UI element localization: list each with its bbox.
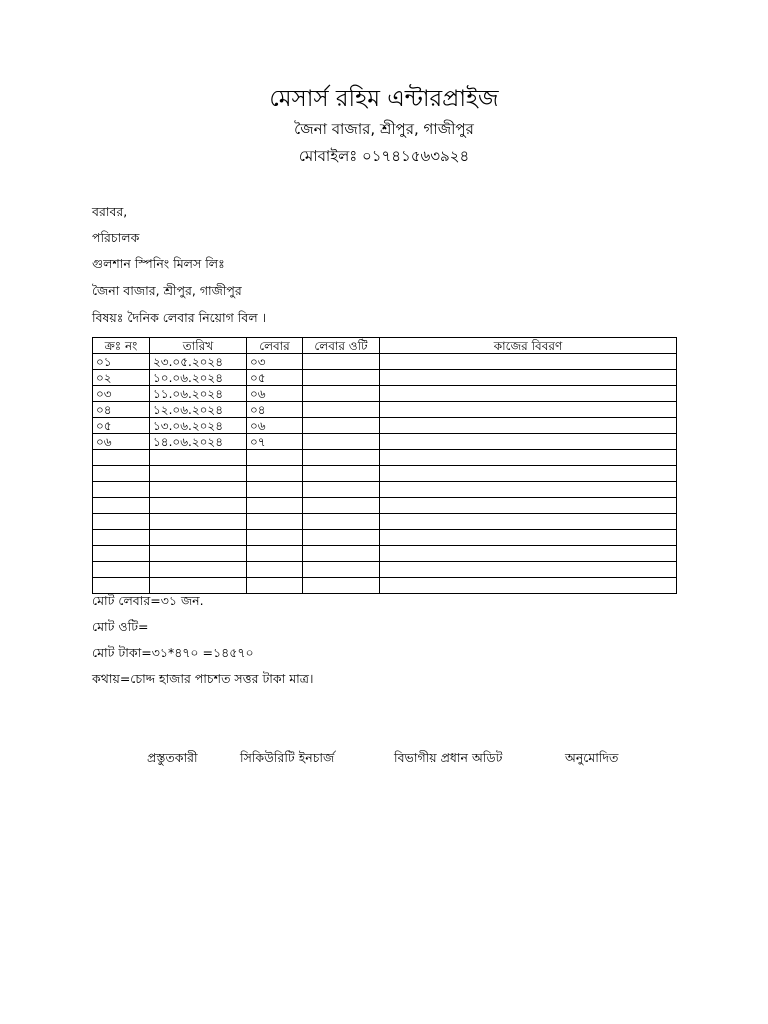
cell-labor: ০৩ — [247, 354, 303, 370]
cell-labor-ot — [303, 466, 380, 482]
table-row — [93, 562, 677, 578]
table-header-row — [93, 338, 677, 354]
column-header-labor: লেবার — [247, 338, 303, 354]
cell-labor — [247, 482, 303, 498]
cell-date: ১০.০৬.২০২৪ — [150, 370, 247, 386]
cell-labor-ot — [303, 514, 380, 530]
recipient-company: গুলশান স্পিনিং মিলস লিঃ — [92, 256, 225, 271]
table-row — [93, 498, 677, 514]
table-row — [93, 466, 677, 482]
cell-date: ২৩.০৫.২০২৪ — [150, 354, 247, 370]
table-row — [93, 354, 677, 370]
cell-labor — [247, 530, 303, 546]
table-row — [93, 418, 677, 434]
company-mobile: মোবাইলঃ ০১৭৪১৫৬৩৯২৪ — [298, 147, 470, 165]
cell-labor — [247, 562, 303, 578]
cell-labor-ot — [303, 370, 380, 386]
total-amount: মোট টাকা=৩১*৪৭০ =১৪৫৭০ — [92, 645, 254, 660]
company-name: মেসার্স রহিম এন্টারপ্রাইজ — [269, 86, 499, 112]
cell-labor — [247, 466, 303, 482]
signature-department-head: বিভাগীয় প্রধান অডিট — [394, 750, 503, 765]
cell-serial — [93, 466, 150, 482]
cell-labor-ot — [303, 418, 380, 434]
subject-line: বিষয়ঃ দৈনিক লেবার নিয়োগ বিল । — [92, 310, 267, 325]
company-address: জৈনা বাজার, শ্রীপুর, গাজীপুর — [294, 120, 474, 138]
table-row — [93, 402, 677, 418]
amount-in-words: কথায়=চোদ্দ হাজার পাচশত সত্তর টাকা মাত্র। — [92, 671, 314, 686]
signature-approved: অনুমোদিত — [565, 750, 619, 765]
cell-serial — [93, 562, 150, 578]
cell-work-description — [380, 418, 677, 434]
table-row — [93, 546, 677, 562]
column-header-serial: ক্রঃ নং — [93, 338, 150, 354]
cell-serial: ০৫ — [93, 418, 150, 434]
cell-labor-ot — [303, 482, 380, 498]
cell-serial — [93, 514, 150, 530]
cell-labor: ০৫ — [247, 370, 303, 386]
cell-labor: ০৬ — [247, 418, 303, 434]
cell-date — [150, 514, 247, 530]
cell-work-description — [380, 578, 677, 594]
table-row — [93, 530, 677, 546]
cell-date — [150, 482, 247, 498]
total-ot: মোট ওটি= — [92, 619, 149, 634]
cell-date — [150, 466, 247, 482]
cell-serial: ০৬ — [93, 434, 150, 450]
cell-labor-ot — [303, 402, 380, 418]
cell-labor-ot — [303, 498, 380, 514]
cell-labor-ot — [303, 530, 380, 546]
cell-labor-ot — [303, 450, 380, 466]
cell-labor-ot — [303, 578, 380, 594]
cell-labor — [247, 450, 303, 466]
cell-work-description — [380, 354, 677, 370]
table-row — [93, 386, 677, 402]
table-row — [93, 434, 677, 450]
cell-labor: ০৬ — [247, 386, 303, 402]
cell-labor-ot — [303, 386, 380, 402]
cell-serial: ০২ — [93, 370, 150, 386]
signature-security-incharge: সিকিউরিটি ইনচার্জ — [240, 750, 335, 765]
cell-work-description — [380, 466, 677, 482]
column-header-work-description: কাজের বিবরণ — [380, 338, 677, 354]
cell-work-description — [380, 498, 677, 514]
cell-serial — [93, 546, 150, 562]
cell-labor — [247, 546, 303, 562]
table-row — [93, 370, 677, 386]
cell-date — [150, 530, 247, 546]
cell-work-description — [380, 370, 677, 386]
cell-labor-ot — [303, 434, 380, 450]
cell-serial — [93, 498, 150, 514]
cell-serial — [93, 482, 150, 498]
cell-work-description — [380, 434, 677, 450]
cell-work-description — [380, 546, 677, 562]
recipient-designation: পরিচালক — [92, 230, 140, 245]
cell-labor-ot — [303, 546, 380, 562]
recipient-address: জৈনা বাজার, শ্রীপুর, গাজীপুর — [92, 283, 242, 298]
cell-work-description — [380, 514, 677, 530]
signature-prepared-by: প্রস্তুতকারী — [147, 750, 198, 765]
cell-labor-ot — [303, 562, 380, 578]
cell-serial: ০৪ — [93, 402, 150, 418]
cell-work-description — [380, 402, 677, 418]
cell-serial: ০৩ — [93, 386, 150, 402]
table-row — [93, 450, 677, 466]
cell-date — [150, 498, 247, 514]
column-header-labor-ot: লেবার ওটি — [303, 338, 380, 354]
cell-serial — [93, 450, 150, 466]
cell-date: ১৩.০৬.২০২৪ — [150, 418, 247, 434]
cell-date: ১৪.০৬.২০২৪ — [150, 434, 247, 450]
column-header-date: তারিখ — [150, 338, 247, 354]
cell-labor — [247, 498, 303, 514]
cell-work-description — [380, 482, 677, 498]
cell-work-description — [380, 386, 677, 402]
cell-labor-ot — [303, 354, 380, 370]
cell-labor: ০৭ — [247, 434, 303, 450]
table-row — [93, 482, 677, 498]
total-labor: মোট লেবার=৩১ জন. — [92, 593, 204, 608]
cell-labor — [247, 578, 303, 594]
cell-work-description — [380, 530, 677, 546]
labor-bill-table — [92, 337, 677, 594]
cell-date: ১১.০৬.২০২৪ — [150, 386, 247, 402]
cell-date — [150, 450, 247, 466]
recipient-to: বরাবর, — [92, 204, 128, 219]
table-row — [93, 514, 677, 530]
cell-work-description — [380, 450, 677, 466]
cell-work-description — [380, 562, 677, 578]
cell-labor — [247, 514, 303, 530]
cell-date: ১২.০৬.২০২৪ — [150, 402, 247, 418]
cell-date — [150, 562, 247, 578]
cell-serial: ০১ — [93, 354, 150, 370]
cell-date — [150, 546, 247, 562]
cell-serial — [93, 530, 150, 546]
cell-labor: ০৪ — [247, 402, 303, 418]
